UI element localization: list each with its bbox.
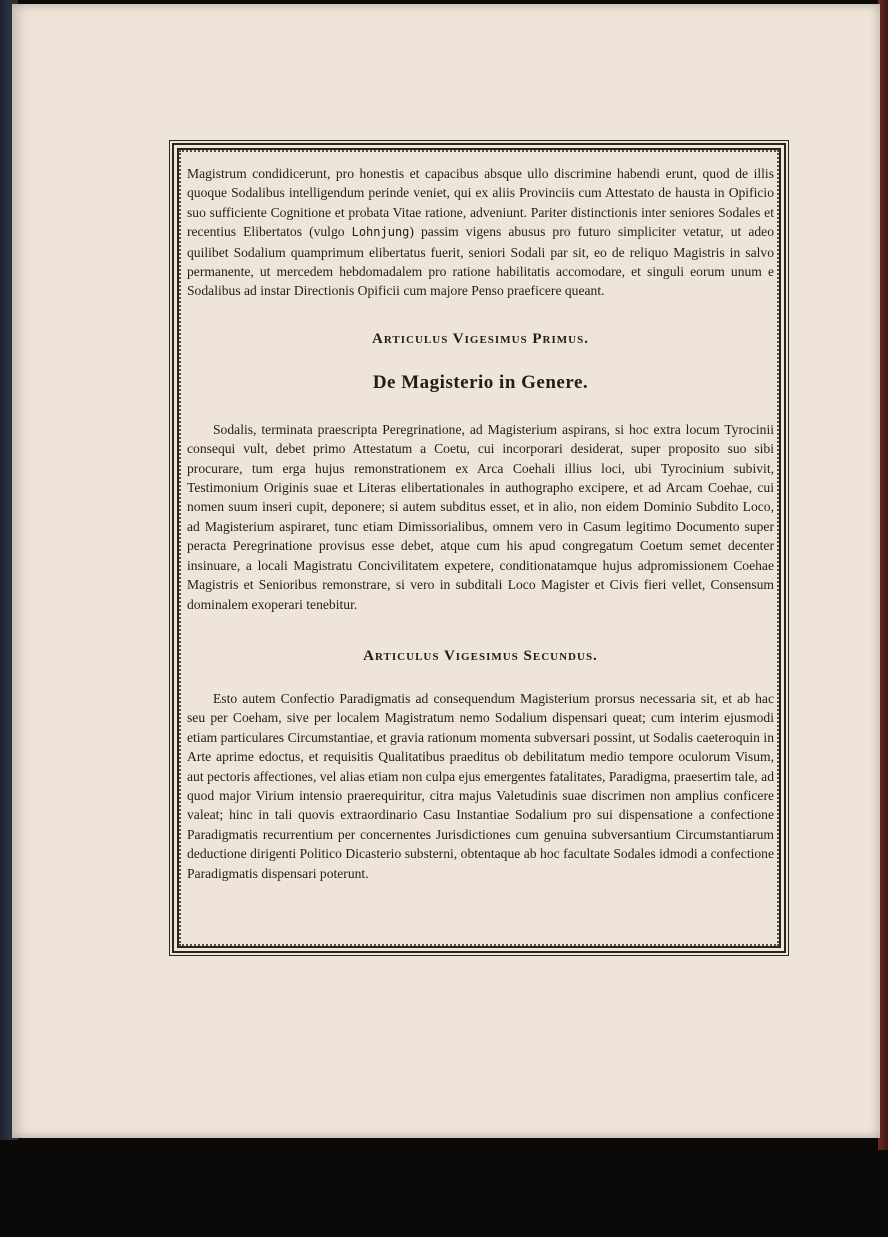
- intro-text-b: ) passim vigens abusus pro futuro simpliciter vetatur, ut adeo quilibet Sodalium quamprimum elibertatus fuerit, seniori Sodali par sit, eo de reliquo Magistris in salvo permanente, ut mercedem hebdomadalem pro ratione habilitatis accomodare, et singuli eorum unum e Sodalibus ad instar Directionis Opificii cum majore Penso praeficere queant.: [187, 224, 774, 299]
- article-22-text: Esto autem Confectio Paradigmatis ad consequendum Magisterium prorsus necessaria sit, et ab hac seu per Coeham, sive per localem Magistratum nemo Sodalium dispensari queat; cum interim ejusmodi etiam particulares Circumstantiae, et gravia rationum momenta subversari possint, ut Sodalis caeteroquin in Arte aprime edoctus, et requisitis Qualitatibus praeditus ob debilitatum medio tempore oculorum Visum, aut pectoris affectiones, vel alias etiam non culpa ejus emergentes fatalitates, Paradigma, praesertim tale, ad quod major Virium intensio praerequiritur, citra majus Valetudinis suae discrimen non amplius conficere valeat; hinc in tali quovis extraordinario Casu Instantiae Sodalium pro sui dispensatione a confectione Paradigmatis recurrentium per concernentes Jurisdictiones cum genuina subversantium Circumstantiarum deductione dirigenti Politico Dicasterio substerni, obtentaque ab hoc facultate Sodales idmodi a confectione Paradigmatis dispensari poterunt.: [187, 690, 774, 881]
- ornamental-frame: [172, 143, 786, 953]
- intro-paragraph: [187, 164, 774, 301]
- intro-vulgo-term: Lohnjung: [351, 225, 410, 240]
- article-21-subtitle: De Magisterio in Genere.: [372, 371, 589, 393]
- article-21-text: Sodalis, terminata praescripta Peregrinatione, ad Magisterium aspirans, si hoc extra locum Tyrocinii consequi vult, debet primo Attestatum a Coetu, cui incorporari desiderat, super proposito suo sibi procurare, tum erga hujus remonstrationem ex Arca Coehali illius loci, ubi Tyrocinium subivit, Testimonium Originis suae et Literas elibertationales in authographo excipere, et ad Arcam Coehae, cui nomen suum inseri cupit, deponere; si autem subditus esset, et in alio, non eidem Dominio Subdito Loco, ad Magisterium aspiraret, tunc etiam Dimissorialibus, omnem vero in Casum legitimo Documento super peracta Peregrinatione provisus esse debet, atque cum his apud congregatum Coetum semet decenter insinuare, a locali Magistratu Concivilitatem expetere, conditionatamque hujus adpromissionem Coehae Magistris et Senioribus remonstrare, si vero in subditali Loco Magister et Civis fieri vellet, Consensum dominalem exoperari tenebitur.: [187, 421, 774, 612]
- intro-text-a: Magistrum condidicerunt, pro honestis et capacibus absque ullo discrimine habendi erunt, quod de illis quoque Sodalibus intelligendum perinde veniet, qui ex aliis Provinciis cum Attestato de hausta in Opificio suo sufficiente Cognitione et probata Vitae ratione, adveniunt. Pariter distinctionis inter seniores Sodales et recentius Elibertatos (vulgo: [187, 166, 774, 240]
- article-22-title: Articulus Vigesimus Secundus.: [363, 647, 598, 664]
- book-page: [12, 4, 880, 1138]
- article-21-title: Articulus Vigesimus Primus.: [372, 330, 589, 347]
